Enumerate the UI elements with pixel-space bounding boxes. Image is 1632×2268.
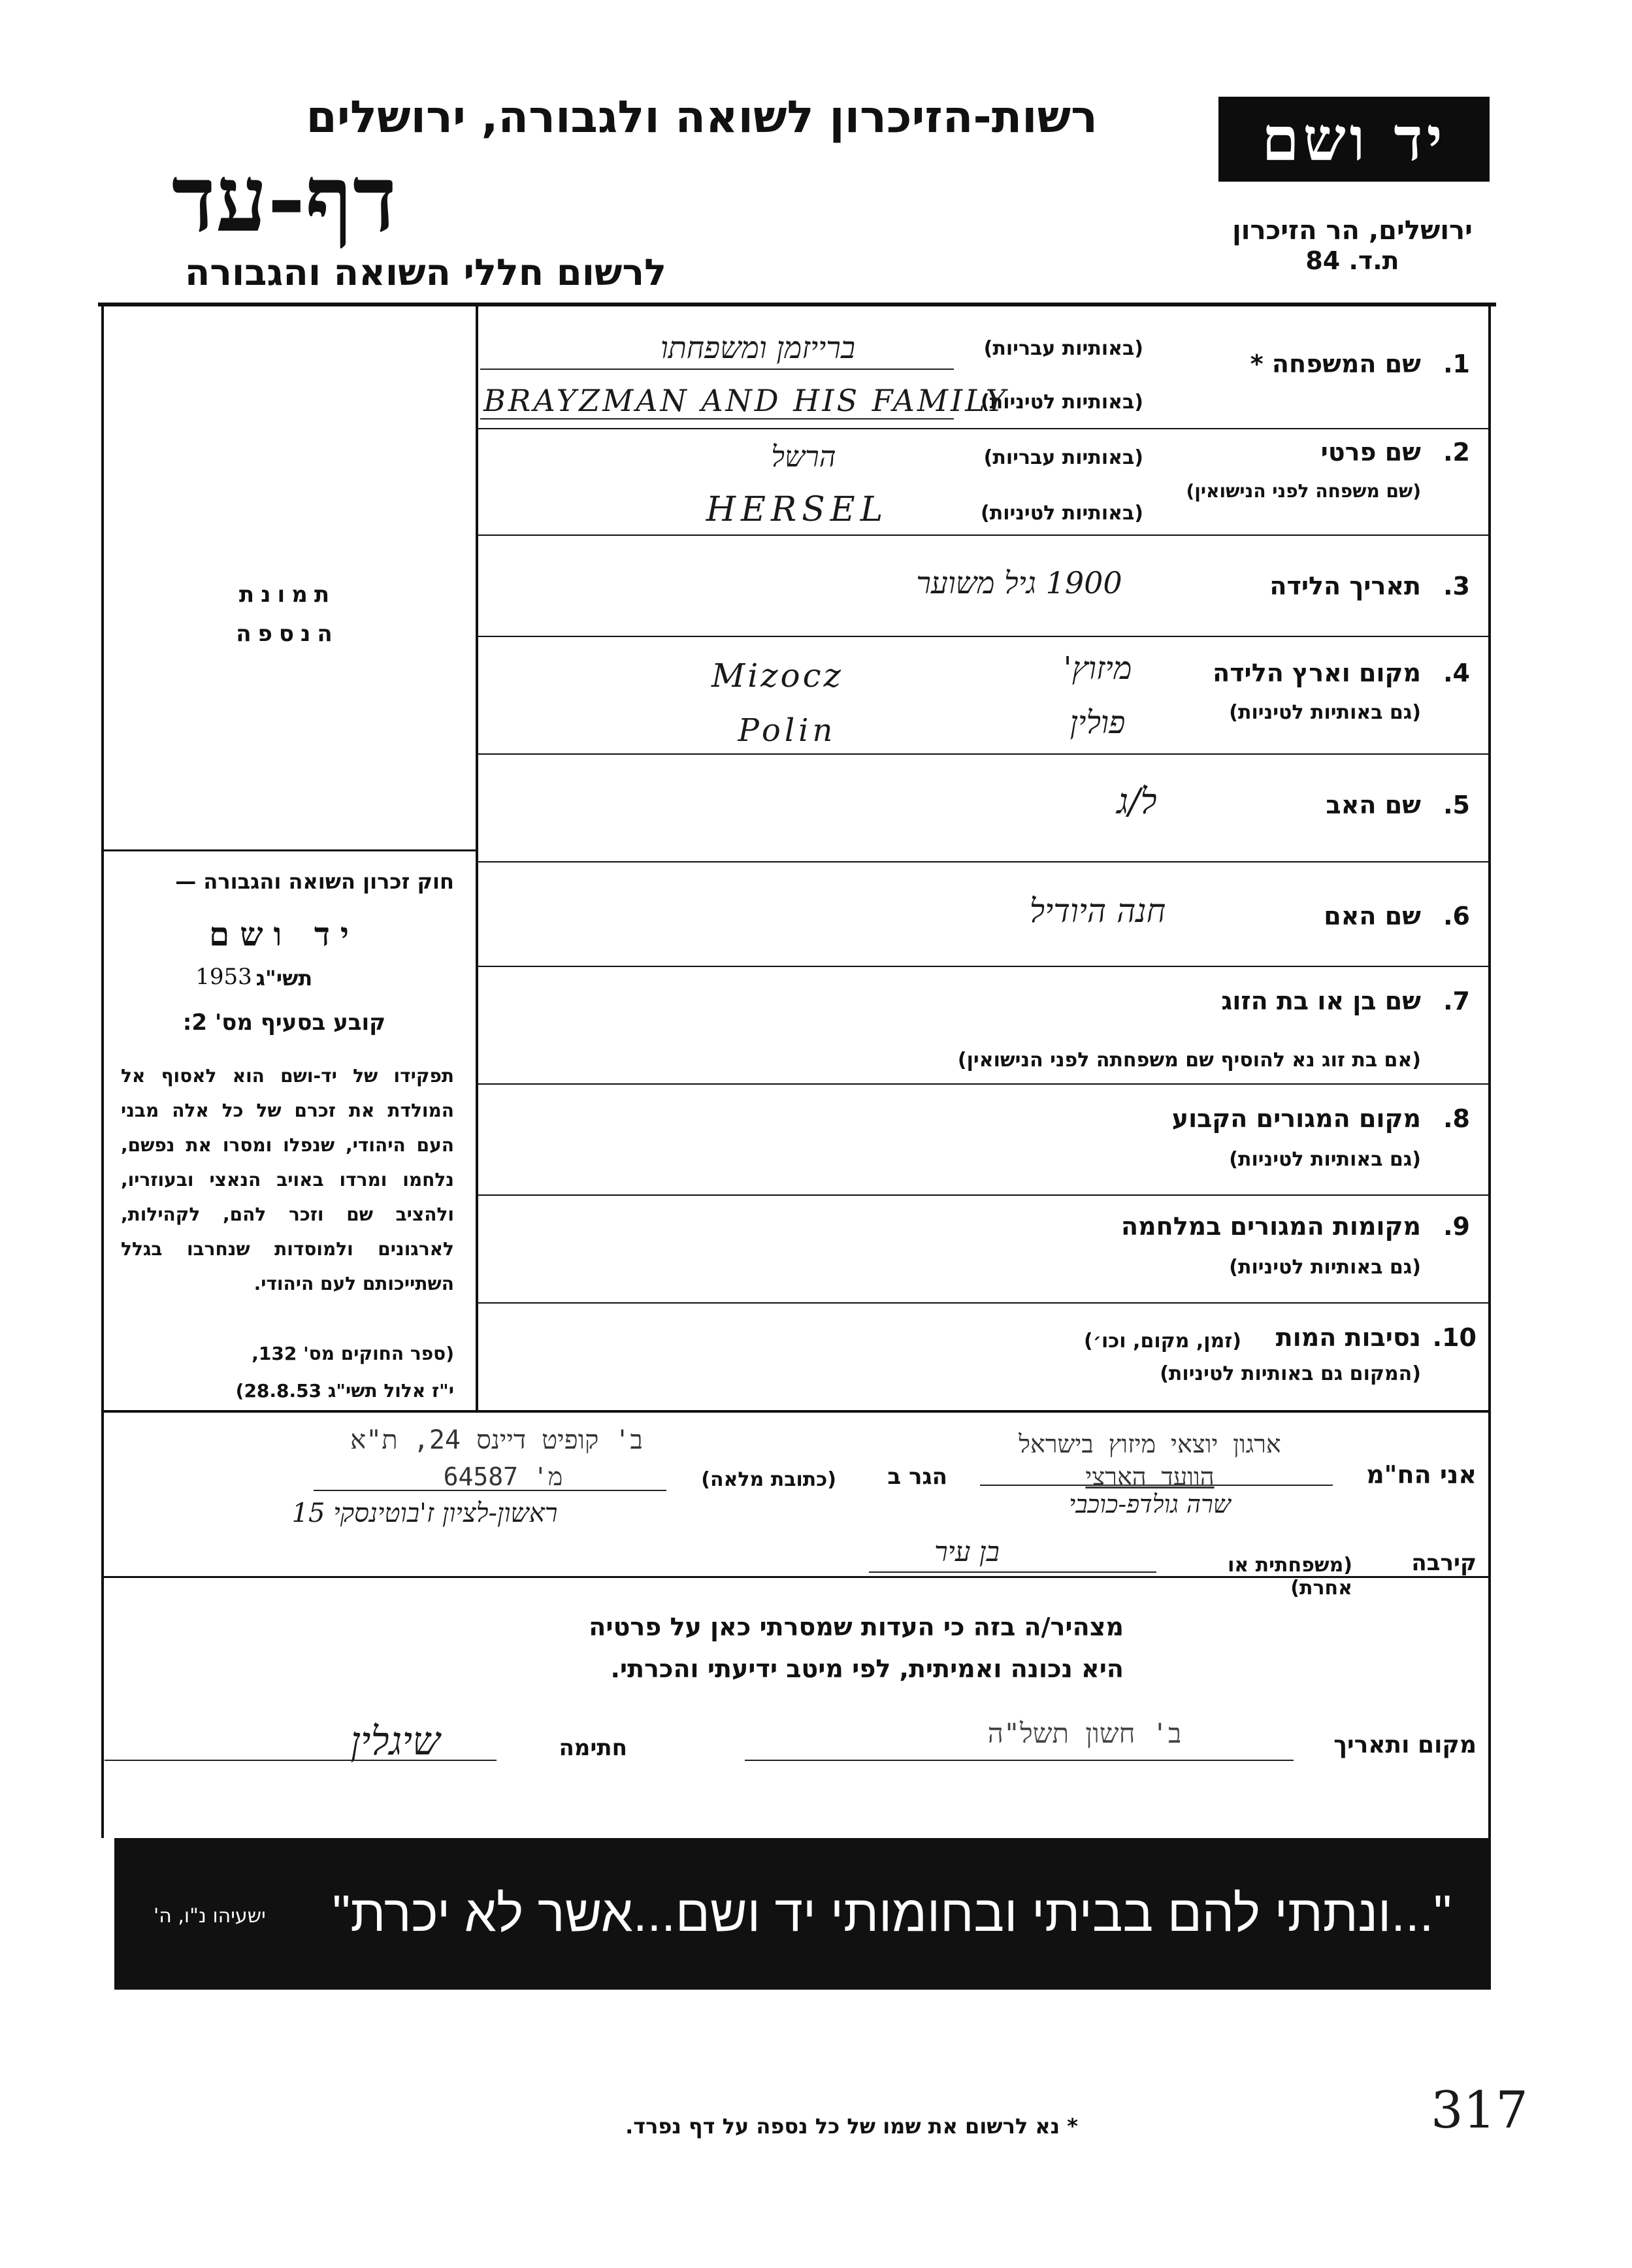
place-date-label: מקום ותאריך: [1333, 1732, 1477, 1758]
row-sep: [477, 861, 1490, 863]
field-8-sub: (גם באותיות לטיניות): [1229, 1148, 1421, 1171]
field-2-value-hebrew[interactable]: הרשל: [771, 440, 836, 474]
declaration-line-2: היא נכונה ואמיתית, לפי מיטב ידיעתי והכרתי.: [610, 1654, 1124, 1683]
witness-address-hand[interactable]: ראשון-לציון ז'בוטינסקי 15: [291, 1498, 558, 1528]
row-sep: [477, 534, 1490, 536]
frame-middle: [476, 306, 478, 1410]
field-7-sub: (אם בת זוג נא להוסיף שם משפחתה לפני הנישואין): [957, 1049, 1421, 1072]
field-1-hint-latin: (באותיות לטיניות): [981, 391, 1143, 414]
law-year-hebrew: תשי"ג: [255, 966, 313, 991]
law-citation-2: י"ז אלול תשי"ג 28.8.53): [235, 1380, 454, 1402]
photo-label-2: הנספה: [236, 621, 339, 647]
field-3-value[interactable]: 1900 גיל משוער: [916, 565, 1122, 600]
field-9-label: מקומות המגורים במלחמה: [1120, 1212, 1421, 1241]
declaration-line-1: מצהיר/ה בזה כי העדות שמסרתי כאן על פרטיה: [589, 1613, 1124, 1641]
frame-section-rule: [103, 1410, 1490, 1413]
form-subtitle: לרשום חללי השואה והגבורה: [184, 252, 666, 294]
field-1-value-hebrew[interactable]: ברייזמן ומשפחתו: [660, 330, 856, 365]
witness-address-hint: (כתובת מלאה): [701, 1468, 836, 1491]
witness-relation-hint: (משפחתית או אחרת): [1228, 1554, 1352, 1600]
field-9-sub: (גם באותיות לטיניות): [1229, 1256, 1421, 1279]
field-1-line-hebrew: [480, 369, 954, 370]
law-name: יד ושם: [209, 915, 359, 953]
field-7-number: 7.: [1443, 987, 1470, 1015]
logo-box: [1218, 97, 1490, 182]
field-1-line-latin: [480, 418, 954, 419]
field-1-number: 1.: [1443, 350, 1470, 378]
field-6-number: 6.: [1443, 902, 1470, 930]
field-10-label-hint: (זמן, מקום, וכו׳): [1083, 1330, 1241, 1353]
field-6-label: שם האם: [1324, 902, 1421, 930]
field-1-hint-hebrew: (באותיות עבריות): [983, 337, 1143, 360]
row-sep: [477, 636, 1490, 637]
place-date-value[interactable]: ב' חשון תשל"ה: [987, 1717, 1182, 1749]
field-4-value-1-latin[interactable]: Mizocz: [711, 657, 843, 695]
row-sep: [477, 753, 1490, 755]
place-date-line: [745, 1760, 1294, 1761]
field-3-number: 3.: [1443, 572, 1470, 600]
header-rule: [98, 303, 1496, 306]
witness-postal[interactable]: מ' 64587: [443, 1462, 563, 1491]
form-title: דף-עד: [171, 146, 397, 253]
law-citation-1: (ספר החוקים מס' 132,: [252, 1343, 454, 1364]
field-9-number: 9.: [1443, 1212, 1470, 1241]
field-2-label: שם פרטי: [1320, 438, 1421, 467]
field-5-label: שם האב: [1326, 791, 1421, 819]
field-10-label: נסיבות המות: [1275, 1323, 1421, 1352]
law-heading: חוק זכרון השואה והגבורה —: [175, 869, 454, 894]
law-year: 1953: [195, 964, 252, 990]
field-6-value[interactable]: חנה היודיל: [1029, 892, 1166, 930]
law-section: קובע בסעיף מס' 2:: [182, 1010, 386, 1036]
signature-label: חתימה: [559, 1735, 627, 1761]
footer-note: * נא לרשום את שמו של כל נספה על דף נפרד.: [625, 2114, 1078, 2139]
frame-photo-bottom: [103, 849, 477, 851]
field-2-hint-latin: (באותיות לטיניות): [981, 502, 1143, 525]
field-2-value-latin[interactable]: HERSEL: [706, 490, 889, 529]
witness-relation-value[interactable]: בן עיר: [934, 1536, 1000, 1568]
field-1-label: שם המשפחה *: [1250, 350, 1421, 378]
witness-i-stamp[interactable]: ארגון יוצאי מיזוץ בישראל: [1019, 1430, 1281, 1458]
field-1-value-latin[interactable]: BRAYZMAN AND HIS FAMILY: [483, 383, 1009, 418]
witness-i-name[interactable]: הוועד הארצי: [1085, 1462, 1215, 1491]
field-4-value-2-hebrew[interactable]: פולין: [1069, 704, 1126, 741]
banner-source: ישעיהו נ"ו, ה': [154, 1905, 266, 1928]
witness-resides-label: הגר ב: [887, 1464, 947, 1490]
law-body: תפקידו של יד-ושם הוא לאסוף אל המולדת את זכרם של כל אלה מבני העם היהודי, שנפלו ומסרו את נפשם, נלחמו ומרדו באויב הנאצי ובעוזריו, ולהציב שם וזכר להם, לקהילות, לארגונים ולמוסדות שנחרבו בגלל השתייכותם לעם היהודי.: [121, 1065, 454, 1294]
field-5-value[interactable]: ל/ג: [1117, 781, 1157, 822]
field-4-value-2-latin[interactable]: Polin: [738, 712, 837, 749]
field-4-label: מקום וארץ הלידה: [1213, 659, 1421, 687]
logo-text: יד ושם: [1262, 104, 1446, 174]
frame-left: [101, 306, 104, 1838]
field-2-hint-hebrew: (באותיות עבריות): [983, 446, 1143, 469]
logo-address-1: ירושלים, הר הזיכרון: [1232, 216, 1473, 246]
row-sep: [477, 1083, 1490, 1085]
logo-address-2: ת.ד. 84: [1305, 246, 1399, 275]
authority-title: רשות-הזיכרון לשואה ולגבורה, ירושלים: [306, 91, 1098, 143]
field-8-number: 8.: [1443, 1104, 1470, 1133]
field-8-label: מקום המגורים הקבוע: [1171, 1104, 1421, 1133]
banner-quote: "...ונתתי להם בביתי ובחומותי יד ושם...אשר לא יכרת": [332, 1884, 1452, 1942]
signature-value[interactable]: שיגלין: [350, 1718, 440, 1764]
row-sep: [477, 966, 1490, 967]
row-sep: [477, 1194, 1490, 1196]
witness-address-stamp[interactable]: ב' קופיט דיינס 24, ת"א: [350, 1425, 643, 1455]
row-sep: [477, 428, 1490, 429]
field-5-number: 5.: [1443, 791, 1470, 819]
witness-relation-label: קירבה: [1411, 1550, 1477, 1576]
row-sep: [477, 1302, 1490, 1304]
witness-relation-line: [869, 1571, 1156, 1573]
witness-i-label: אני הח"מ: [1366, 1460, 1477, 1489]
field-2-sub: (שם משפחה לפני הנישואין): [1186, 480, 1421, 502]
field-4-sub: (גם באותיות לטיניות): [1229, 701, 1421, 724]
photo-label-1: תמונת: [238, 582, 336, 608]
field-4-value-1-hebrew[interactable]: מיזוץ': [1063, 650, 1132, 687]
field-2-number: 2.: [1443, 438, 1470, 467]
field-7-label: שם בן או בת הזוג: [1221, 987, 1421, 1015]
witness-i-hand[interactable]: שרה גולדפ-כוכבי: [1069, 1490, 1231, 1519]
field-4-number: 4.: [1443, 659, 1470, 687]
page-number: 317: [1431, 2081, 1528, 2140]
field-3-label: תאריך הלידה: [1269, 572, 1421, 600]
field-10-number: 10.: [1432, 1323, 1477, 1352]
field-10-sub: (המקום גם באותיות לטיניות): [1160, 1362, 1421, 1385]
quote-banner: [114, 1838, 1491, 1990]
